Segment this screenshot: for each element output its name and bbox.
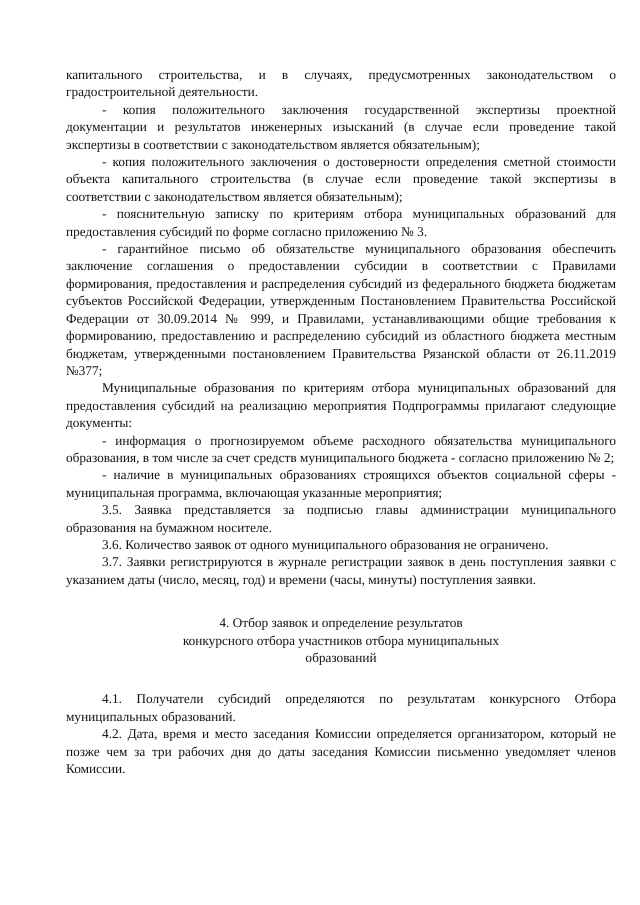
- paragraph-expertise-copy: - копия положительного заключения государственной экспертизы проектной документации и результатов инженерных изысканий (в случае если проведение такой экспертизы в соответствии с законодательством является обязательным);: [66, 101, 616, 152]
- section-4-heading: [66, 614, 616, 666]
- document-page: [66, 66, 616, 777]
- paragraph-expenditure-info: - информация о прогнозируемом объеме расходного обязательства муниципального образования, в том числе за счет средств муниципального бюджета - согласно приложению № 2;: [66, 432, 616, 465]
- paragraph-3-5: 3.5. Заявка представляется за подписью главы администрации муниципального образования на бумажном носителе.: [66, 502, 616, 535]
- section-heading-line-2: конкурсного отбора участников отбора муниципальных: [182, 632, 500, 648]
- paragraph-4-1: 4.1. Получатели субсидий определяются по результатам конкурсного Отбора муниципальных образований.: [66, 691, 616, 724]
- paragraph-social-objects: - наличие в муниципальных образованиях строящихся объектов социальной сферы - муниципальная программа, включающая указанные мероприятия;: [66, 467, 616, 500]
- section-heading-line-3: образований: [305, 650, 377, 665]
- paragraph-municipal-documents: Муниципальные образования по критериям отбора муниципальных образований для предоставления субсидий на реализацию мероприятия Подпрограммы прилагают следующие документы:: [66, 380, 616, 431]
- paragraph-cost-reliability-copy: - копия положительного заключения о достоверности определения сметной стоимости объекта капитального строительства (в случае если проведение такой экспертизы в соответствии с законодательством является обязательным);: [66, 154, 616, 204]
- paragraph-guarantee-letter: - гарантийное письмо об обязательстве муниципального образования обеспечить заключение соглашения о предоставлении субсидии в соответствии с Правилами формирования, предоставления и распределения субсидий из федерального бюджета бюджетам субъектов Российской Федерации, утвержденным Постановлением Правительства Российской Федерации от 30.09.2014 № 999, и Правилами, устанавливающими общие требования к формированию, предоставлению и распределению субсидий из областного бюджета местным бюджетам, утвержденными постановлением Правительства Рязанской области от 26.11.2019 №377;: [66, 241, 616, 378]
- paragraph-3-7: 3.7. Заявки регистрируются в журнале регистрации заявок в день поступления заявки с указанием даты (число, месяц, год) и времени (часы, минуты) поступления заявки.: [66, 554, 616, 587]
- paragraph-4-2: 4.2. Дата, время и место заседания Комиссии определяется организатором, который не позже чем за три рабочих дня до даты заседания Комиссии письменно уведомляет членов Комиссии.: [66, 726, 616, 777]
- paragraph-explanatory-note: - пояснительную записку по критериям отбора муниципальных образований для предоставления субсидий по форме согласно приложению № 3.: [66, 206, 616, 239]
- paragraph-3-6: 3.6. Количество заявок от одного муниципального образования не ограничено.: [102, 536, 549, 552]
- paragraph-continuation: капитального строительства, и в случаях, предусмотренных законодательством о градостроительной деятельности.: [66, 67, 616, 100]
- section-heading-line-1: 4. Отбор заявок и определение результатов: [219, 615, 463, 631]
